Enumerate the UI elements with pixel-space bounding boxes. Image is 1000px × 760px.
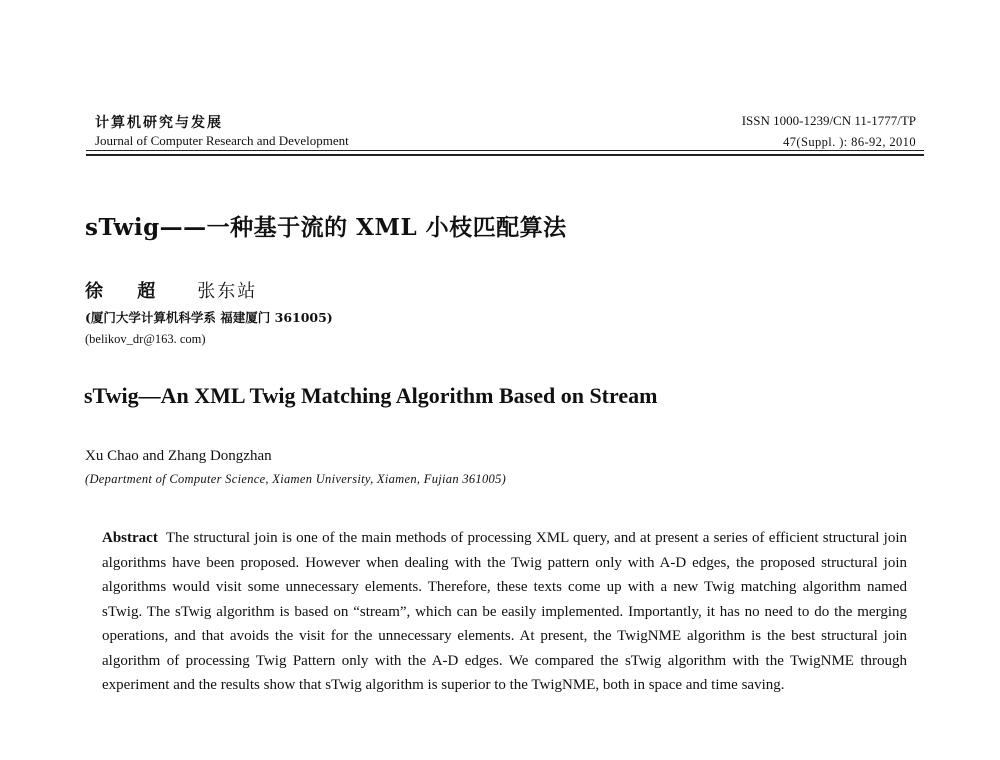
affiliation-chinese: (厦门大学计算机科学系 福建厦门 361005) xyxy=(85,310,333,325)
header-rule-thin xyxy=(86,150,924,151)
header-rule-thick xyxy=(86,154,924,156)
issn-line: ISSN 1000-1239/CN 11-1777/TP xyxy=(741,113,916,128)
author-email: (belikov_dr@163. com) xyxy=(85,332,206,346)
authors-english: Xu Chao and Zhang Dongzhan xyxy=(85,448,272,464)
paper-title-english: sTwig—An XML Twig Matching Algorithm Based on Stream xyxy=(84,383,658,408)
author-name-1: 徐 超 xyxy=(85,281,170,302)
abstract-text: The structural join is one of the main methods of processing XML query, and at present a series of efficient structural join algorithms have been proposed. However when dealing with the Twig pattern only with A-D edges, the proposed structural join algorithms would visit some unnecessary elements. Therefore, these texts come up with a new Twig matching algorithm named sTwig. The sTwig algorithm is based on “stream”, which can be easily implemented. Importantly, it has no need to do the merging operations, and that avoids the visit for the unnecessary elements. At present, the TwigNME algorithm is the best structural join algorithm of processing Twig Pattern only with the A-D edges. We compared the sTwig algorithm with the TwigNME through experiment and the results show that sTwig algorithm is superior to the TwigNME, both in space and time saving. xyxy=(102,530,907,693)
authors-chinese xyxy=(85,277,257,303)
journal-title-chinese: 计算机研究与发展 xyxy=(95,115,223,131)
affiliation-english: (Department of Computer Science, Xiamen University, Xiamen, Fujian 361005) xyxy=(85,472,507,486)
abstract-label: Abstract xyxy=(102,530,158,546)
journal-title-english: Journal of Computer Research and Development xyxy=(95,133,349,148)
abstract-paragraph xyxy=(102,526,907,698)
author-name-2: 张东站 xyxy=(197,281,258,302)
volume-pages-year: 47(Suppl. ): 86-92, 2010 xyxy=(783,135,916,149)
paper-title-chinese: sTwig——一种基于流的 XML 小枝匹配算法 xyxy=(85,214,567,241)
